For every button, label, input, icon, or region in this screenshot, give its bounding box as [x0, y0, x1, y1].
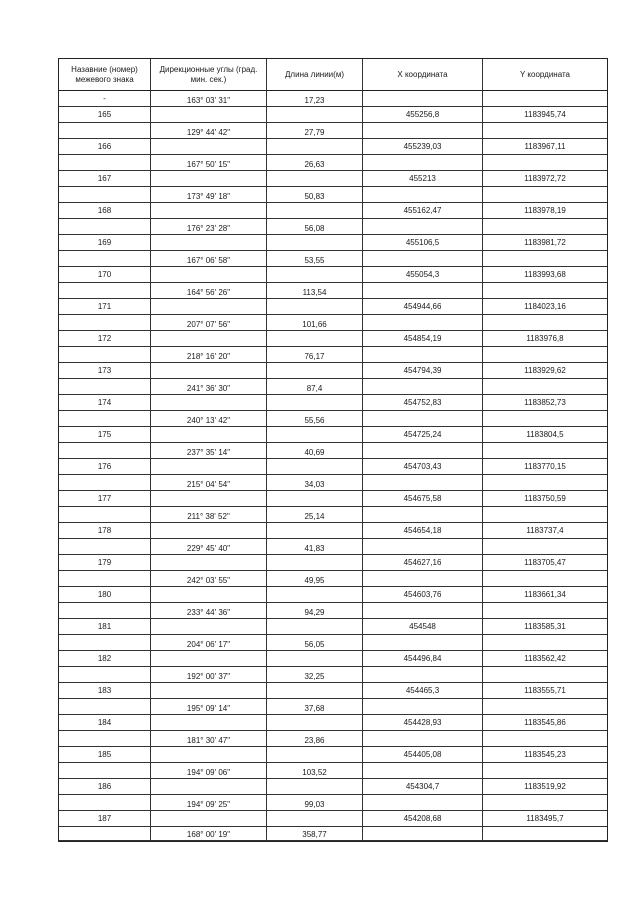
direction-angle-cell: 195° 09' 14"	[151, 699, 267, 715]
direction-angle-cell	[151, 747, 267, 763]
x-coordinate-cell	[363, 379, 483, 395]
y-coordinate-cell: 1183978,19	[483, 203, 607, 219]
line-length-cell	[267, 683, 363, 699]
line-length-cell: 23,86	[267, 731, 363, 747]
x-coordinate-cell	[363, 539, 483, 555]
line-length-cell	[267, 555, 363, 571]
y-coordinate-cell	[483, 379, 607, 395]
y-coordinate-cell: 1183545,86	[483, 715, 607, 731]
direction-angle-cell: 240° 13' 42"	[151, 411, 267, 427]
mark-name-cell: 181	[59, 619, 151, 635]
mark-name-cell	[59, 443, 151, 459]
x-coordinate-cell: 454208,68	[363, 811, 483, 827]
y-coordinate-cell	[483, 731, 607, 747]
boundary-coordinates-table	[58, 58, 608, 842]
x-coordinate-cell	[363, 603, 483, 619]
direction-angle-cell	[151, 427, 267, 443]
y-coordinate-cell: 1183852,73	[483, 395, 607, 411]
mark-name-cell: 170	[59, 267, 151, 283]
line-length-cell: 17,23	[267, 91, 363, 107]
direction-angle-cell: 241° 36' 30"	[151, 379, 267, 395]
direction-angle-cell: 192° 00' 37"	[151, 667, 267, 683]
line-length-cell	[267, 363, 363, 379]
line-length-cell	[267, 395, 363, 411]
mark-name-cell	[59, 699, 151, 715]
line-length-cell: 50,83	[267, 187, 363, 203]
direction-angle-cell: 211° 38' 52"	[151, 507, 267, 523]
x-coordinate-cell: 454854,19	[363, 331, 483, 347]
x-coordinate-cell	[363, 347, 483, 363]
line-length-cell	[267, 715, 363, 731]
mark-name-cell	[59, 315, 151, 331]
direction-angle-cell: 163° 03' 31"	[151, 91, 267, 107]
direction-angle-cell	[151, 523, 267, 539]
mark-name-cell: 185	[59, 747, 151, 763]
y-coordinate-cell: 1184023,16	[483, 299, 607, 315]
mark-name-cell: 169	[59, 235, 151, 251]
y-coordinate-cell	[483, 347, 607, 363]
direction-angle-cell: 167° 06' 58"	[151, 251, 267, 267]
direction-angle-cell	[151, 171, 267, 187]
direction-angle-cell	[151, 395, 267, 411]
x-coordinate-cell: 454405,08	[363, 747, 483, 763]
x-coordinate-cell: 454752,83	[363, 395, 483, 411]
mark-name-cell	[59, 731, 151, 747]
x-coordinate-cell: 454496,84	[363, 651, 483, 667]
direction-angle-cell: 242° 03' 55"	[151, 571, 267, 587]
direction-angle-cell	[151, 107, 267, 123]
mark-name-cell	[59, 219, 151, 235]
line-length-cell: 49,95	[267, 571, 363, 587]
y-coordinate-cell: 1183770,15	[483, 459, 607, 475]
line-length-cell: 40,69	[267, 443, 363, 459]
direction-angle-cell	[151, 779, 267, 795]
y-coordinate-cell: 1183976,8	[483, 331, 607, 347]
direction-angle-cell	[151, 555, 267, 571]
direction-angle-cell: 173° 49' 18"	[151, 187, 267, 203]
mark-name-cell: 174	[59, 395, 151, 411]
mark-name-cell	[59, 795, 151, 811]
y-coordinate-cell: 1183972,72	[483, 171, 607, 187]
mark-name-cell	[59, 251, 151, 267]
mark-name-cell: 173	[59, 363, 151, 379]
line-length-cell: 76,17	[267, 347, 363, 363]
x-coordinate-cell	[363, 155, 483, 171]
x-coordinate-cell	[363, 475, 483, 491]
x-coordinate-cell	[363, 315, 483, 331]
line-length-cell: 113,54	[267, 283, 363, 299]
mark-name-cell	[59, 347, 151, 363]
y-coordinate-cell	[483, 91, 607, 107]
y-coordinate-cell	[483, 219, 607, 235]
line-length-cell	[267, 747, 363, 763]
x-coordinate-cell: 455239,03	[363, 139, 483, 155]
mark-name-cell	[59, 571, 151, 587]
x-coordinate-cell	[363, 635, 483, 651]
direction-angle-cell	[151, 587, 267, 603]
direction-angle-cell: 204° 06' 17"	[151, 635, 267, 651]
header-mark-name: Назавние (номер) межевого знака	[59, 59, 151, 91]
x-coordinate-cell: 454603,76	[363, 587, 483, 603]
y-coordinate-cell	[483, 667, 607, 683]
mark-name-cell: 178	[59, 523, 151, 539]
x-coordinate-cell	[363, 187, 483, 203]
x-coordinate-cell	[363, 667, 483, 683]
mark-name-cell: 177	[59, 491, 151, 507]
y-coordinate-cell	[483, 475, 607, 491]
x-coordinate-cell: 454465,3	[363, 683, 483, 699]
mark-name-cell	[59, 603, 151, 619]
y-coordinate-cell: 1183929,62	[483, 363, 607, 379]
x-coordinate-cell	[363, 827, 483, 841]
direction-angle-cell	[151, 139, 267, 155]
x-coordinate-cell: 454428,93	[363, 715, 483, 731]
line-length-cell: 56,08	[267, 219, 363, 235]
mark-name-cell: 180	[59, 587, 151, 603]
y-coordinate-cell: 1183562,42	[483, 651, 607, 667]
mark-name-cell	[59, 155, 151, 171]
y-coordinate-cell	[483, 251, 607, 267]
y-coordinate-cell: 1183495,7	[483, 811, 607, 827]
x-coordinate-cell: 455106,5	[363, 235, 483, 251]
line-length-cell: 27,79	[267, 123, 363, 139]
mark-name-cell: 183	[59, 683, 151, 699]
line-length-cell	[267, 299, 363, 315]
mark-name-cell	[59, 763, 151, 779]
line-length-cell: 87,4	[267, 379, 363, 395]
x-coordinate-cell	[363, 443, 483, 459]
line-length-cell	[267, 779, 363, 795]
line-length-cell	[267, 235, 363, 251]
mark-name-cell	[59, 475, 151, 491]
direction-angle-cell: 233° 44' 36"	[151, 603, 267, 619]
x-coordinate-cell: 455213	[363, 171, 483, 187]
mark-name-cell: 171	[59, 299, 151, 315]
direction-angle-cell: 176° 23' 28"	[151, 219, 267, 235]
line-length-cell	[267, 427, 363, 443]
y-coordinate-cell: 1183993,68	[483, 267, 607, 283]
mark-name-cell: 165	[59, 107, 151, 123]
y-coordinate-cell	[483, 315, 607, 331]
header-x-coordinate: X координата	[363, 59, 483, 91]
line-length-cell	[267, 267, 363, 283]
line-length-cell: 101,66	[267, 315, 363, 331]
line-length-cell: 358,77	[267, 827, 363, 841]
y-coordinate-cell: 1183804,5	[483, 427, 607, 443]
mark-name-cell: 182	[59, 651, 151, 667]
direction-angle-cell: 194° 09' 25"	[151, 795, 267, 811]
y-coordinate-cell: 1183945,74	[483, 107, 607, 123]
y-coordinate-cell	[483, 155, 607, 171]
y-coordinate-cell	[483, 699, 607, 715]
direction-angle-cell	[151, 459, 267, 475]
line-length-cell: 25,14	[267, 507, 363, 523]
x-coordinate-cell: 454703,43	[363, 459, 483, 475]
direction-angle-cell: 229° 45' 40"	[151, 539, 267, 555]
direction-angle-cell	[151, 811, 267, 827]
direction-angle-cell	[151, 363, 267, 379]
line-length-cell	[267, 139, 363, 155]
header-direction-angle: Дирекционные углы (град. мин. сек.)	[151, 59, 267, 91]
mark-name-cell: 175	[59, 427, 151, 443]
header-y-coordinate: Y координата	[483, 59, 607, 91]
line-length-cell	[267, 459, 363, 475]
line-length-cell: 37,68	[267, 699, 363, 715]
direction-angle-cell	[151, 491, 267, 507]
y-coordinate-cell	[483, 635, 607, 651]
x-coordinate-cell: 455256,8	[363, 107, 483, 123]
mark-name-cell: 168	[59, 203, 151, 219]
y-coordinate-cell	[483, 539, 607, 555]
y-coordinate-cell	[483, 571, 607, 587]
line-length-cell	[267, 523, 363, 539]
x-coordinate-cell: 454944,66	[363, 299, 483, 315]
y-coordinate-cell: 1183555,71	[483, 683, 607, 699]
y-coordinate-cell	[483, 443, 607, 459]
x-coordinate-cell: 454654,18	[363, 523, 483, 539]
x-coordinate-cell	[363, 411, 483, 427]
y-coordinate-cell	[483, 507, 607, 523]
line-length-cell	[267, 651, 363, 667]
line-length-cell: 41,83	[267, 539, 363, 555]
mark-name-cell: -	[59, 91, 151, 107]
x-coordinate-cell: 454725,24	[363, 427, 483, 443]
direction-angle-cell: 207° 07' 56"	[151, 315, 267, 331]
direction-angle-cell: 164° 56' 26"	[151, 283, 267, 299]
x-coordinate-cell: 454627,16	[363, 555, 483, 571]
line-length-cell: 103,52	[267, 763, 363, 779]
y-coordinate-cell: 1183545,23	[483, 747, 607, 763]
y-coordinate-cell: 1183967,11	[483, 139, 607, 155]
y-coordinate-cell	[483, 411, 607, 427]
x-coordinate-cell	[363, 123, 483, 139]
direction-angle-cell	[151, 683, 267, 699]
mark-name-cell: 166	[59, 139, 151, 155]
direction-angle-cell: 167° 50' 15"	[151, 155, 267, 171]
mark-name-cell: 187	[59, 811, 151, 827]
y-coordinate-cell	[483, 795, 607, 811]
y-coordinate-cell	[483, 123, 607, 139]
line-length-cell: 55,56	[267, 411, 363, 427]
line-length-cell	[267, 203, 363, 219]
direction-angle-cell: 218° 16' 20"	[151, 347, 267, 363]
line-length-cell: 53,55	[267, 251, 363, 267]
x-coordinate-cell: 455054,3	[363, 267, 483, 283]
line-length-cell: 56,05	[267, 635, 363, 651]
mark-name-cell	[59, 507, 151, 523]
line-length-cell	[267, 107, 363, 123]
x-coordinate-cell	[363, 763, 483, 779]
x-coordinate-cell: 455162,47	[363, 203, 483, 219]
mark-name-cell: 172	[59, 331, 151, 347]
mark-name-cell	[59, 379, 151, 395]
y-coordinate-cell	[483, 763, 607, 779]
mark-name-cell: 186	[59, 779, 151, 795]
line-length-cell	[267, 811, 363, 827]
x-coordinate-cell: 454794,39	[363, 363, 483, 379]
y-coordinate-cell: 1183750,59	[483, 491, 607, 507]
x-coordinate-cell	[363, 699, 483, 715]
x-coordinate-cell	[363, 283, 483, 299]
x-coordinate-cell	[363, 219, 483, 235]
line-length-cell	[267, 331, 363, 347]
line-length-cell	[267, 619, 363, 635]
line-length-cell: 94,29	[267, 603, 363, 619]
y-coordinate-cell: 1183737,4	[483, 523, 607, 539]
x-coordinate-cell: 454548	[363, 619, 483, 635]
direction-angle-cell: 194° 09' 06"	[151, 763, 267, 779]
direction-angle-cell	[151, 203, 267, 219]
line-length-cell: 32,25	[267, 667, 363, 683]
y-coordinate-cell	[483, 603, 607, 619]
mark-name-cell	[59, 411, 151, 427]
direction-angle-cell: 181° 30' 47"	[151, 731, 267, 747]
y-coordinate-cell: 1183661,34	[483, 587, 607, 603]
y-coordinate-cell: 1183519,92	[483, 779, 607, 795]
x-coordinate-cell	[363, 795, 483, 811]
x-coordinate-cell	[363, 91, 483, 107]
x-coordinate-cell: 454304,7	[363, 779, 483, 795]
x-coordinate-cell: 454675,58	[363, 491, 483, 507]
line-length-cell	[267, 587, 363, 603]
mark-name-cell	[59, 187, 151, 203]
direction-angle-cell	[151, 299, 267, 315]
direction-angle-cell	[151, 651, 267, 667]
direction-angle-cell: 237° 35' 14"	[151, 443, 267, 459]
line-length-cell: 34,03	[267, 475, 363, 491]
line-length-cell: 99,03	[267, 795, 363, 811]
mark-name-cell	[59, 123, 151, 139]
direction-angle-cell	[151, 331, 267, 347]
y-coordinate-cell: 1183981,72	[483, 235, 607, 251]
mark-name-cell	[59, 539, 151, 555]
mark-name-cell	[59, 635, 151, 651]
direction-angle-cell: 215° 04' 54"	[151, 475, 267, 491]
y-coordinate-cell: 1183585,31	[483, 619, 607, 635]
header-line-length: Длина линии(м)	[267, 59, 363, 91]
mark-name-cell: 176	[59, 459, 151, 475]
line-length-cell: 26,63	[267, 155, 363, 171]
mark-name-cell: 184	[59, 715, 151, 731]
direction-angle-cell: 129° 44' 42"	[151, 123, 267, 139]
line-length-cell	[267, 171, 363, 187]
y-coordinate-cell	[483, 827, 607, 841]
mark-name-cell	[59, 827, 151, 841]
y-coordinate-cell	[483, 187, 607, 203]
direction-angle-cell	[151, 715, 267, 731]
direction-angle-cell	[151, 235, 267, 251]
x-coordinate-cell	[363, 731, 483, 747]
mark-name-cell	[59, 667, 151, 683]
x-coordinate-cell	[363, 507, 483, 523]
y-coordinate-cell: 1183705,47	[483, 555, 607, 571]
mark-name-cell	[59, 283, 151, 299]
x-coordinate-cell	[363, 571, 483, 587]
x-coordinate-cell	[363, 251, 483, 267]
line-length-cell	[267, 491, 363, 507]
mark-name-cell: 179	[59, 555, 151, 571]
direction-angle-cell	[151, 619, 267, 635]
direction-angle-cell	[151, 267, 267, 283]
mark-name-cell: 167	[59, 171, 151, 187]
direction-angle-cell: 168° 00' 19"	[151, 827, 267, 841]
y-coordinate-cell	[483, 283, 607, 299]
